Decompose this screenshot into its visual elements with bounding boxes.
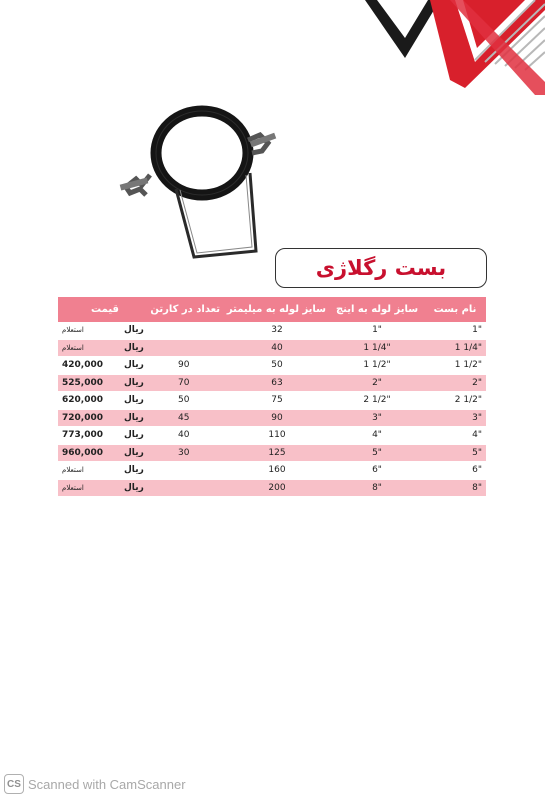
qty-cell: 45	[152, 409, 224, 427]
name-cell: 5"	[424, 444, 486, 462]
unit-cell: ریال	[120, 444, 152, 462]
size-mm-cell: 40	[224, 339, 330, 357]
price-cell: استعلام	[58, 462, 120, 480]
page-title: بست رگلاژی	[315, 256, 447, 280]
name-cell: 1 1/2"	[424, 357, 486, 375]
qty-cell	[152, 339, 224, 357]
table-row	[58, 409, 486, 427]
size-mm-cell: 75	[224, 392, 330, 410]
qty-cell: 30	[152, 444, 224, 462]
unit-cell: ریال	[120, 322, 152, 339]
price-cell: 773,000	[58, 427, 120, 445]
price-cell: 620,000	[58, 392, 120, 410]
size-inch-cell: 8"	[330, 479, 424, 497]
size-mm-cell: 32	[224, 322, 330, 339]
size-mm-cell: 110	[224, 427, 330, 445]
header-size-mm: سایز لوله به میلیمتر	[224, 297, 330, 322]
price-cell: استعلام	[58, 479, 120, 497]
size-inch-cell: 4"	[330, 427, 424, 445]
price-cell: 960,000	[58, 444, 120, 462]
header-price: قیمت	[58, 297, 152, 322]
table-header-row	[58, 297, 486, 322]
price-table	[58, 297, 486, 497]
size-inch-cell: 1"	[330, 322, 424, 339]
table-row	[58, 322, 486, 339]
table-row	[58, 427, 486, 445]
scanner-watermark-text: Scanned with CamScanner	[28, 776, 186, 792]
header-qty: تعداد در کارتن	[152, 297, 224, 322]
size-inch-cell: 1 1/4"	[330, 339, 424, 357]
table-row	[58, 374, 486, 392]
qty-cell: 50	[152, 392, 224, 410]
price-cell: 720,000	[58, 409, 120, 427]
unit-cell: ریال	[120, 339, 152, 357]
qty-cell: 90	[152, 357, 224, 375]
price-cell: 525,000	[58, 374, 120, 392]
scanner-watermark	[4, 774, 186, 794]
size-mm-cell: 200	[224, 479, 330, 497]
name-cell: 6"	[424, 462, 486, 480]
header-name: نام بست	[424, 297, 486, 322]
unit-cell: ریال	[120, 374, 152, 392]
name-cell: 2"	[424, 374, 486, 392]
table-row	[58, 462, 486, 480]
size-mm-cell: 63	[224, 374, 330, 392]
size-mm-cell: 90	[224, 409, 330, 427]
qty-cell	[152, 479, 224, 497]
price-cell: استعلام	[58, 322, 120, 339]
size-inch-cell: 1 1/2"	[330, 357, 424, 375]
pipe-clamp-image	[110, 95, 290, 275]
qty-cell: 70	[152, 374, 224, 392]
name-cell: 3"	[424, 409, 486, 427]
qty-cell	[152, 322, 224, 339]
name-cell: 1"	[424, 322, 486, 339]
name-cell: 8"	[424, 479, 486, 497]
table-row	[58, 339, 486, 357]
unit-cell: ریال	[120, 392, 152, 410]
title-box	[275, 248, 487, 288]
qty-cell: 40	[152, 427, 224, 445]
table-row	[58, 357, 486, 375]
unit-cell: ریال	[120, 357, 152, 375]
name-cell: 4"	[424, 427, 486, 445]
price-cell: 420,000	[58, 357, 120, 375]
corner-decoration	[345, 0, 545, 95]
table-row	[58, 392, 486, 410]
table-row	[58, 444, 486, 462]
size-mm-cell: 50	[224, 357, 330, 375]
unit-cell: ریال	[120, 462, 152, 480]
unit-cell: ریال	[120, 409, 152, 427]
name-cell: 1 1/4"	[424, 339, 486, 357]
price-cell: استعلام	[58, 339, 120, 357]
size-inch-cell: 3"	[330, 409, 424, 427]
size-inch-cell: 2"	[330, 374, 424, 392]
size-mm-cell: 160	[224, 462, 330, 480]
size-mm-cell: 125	[224, 444, 330, 462]
table-row	[58, 479, 486, 497]
size-inch-cell: 5"	[330, 444, 424, 462]
size-inch-cell: 6"	[330, 462, 424, 480]
name-cell: 2 1/2"	[424, 392, 486, 410]
unit-cell: ریال	[120, 479, 152, 497]
header-size-inch: سایز لوله به اینچ	[330, 297, 424, 322]
qty-cell	[152, 462, 224, 480]
size-inch-cell: 2 1/2"	[330, 392, 424, 410]
camscanner-logo-icon: CS	[4, 774, 24, 794]
unit-cell: ریال	[120, 427, 152, 445]
